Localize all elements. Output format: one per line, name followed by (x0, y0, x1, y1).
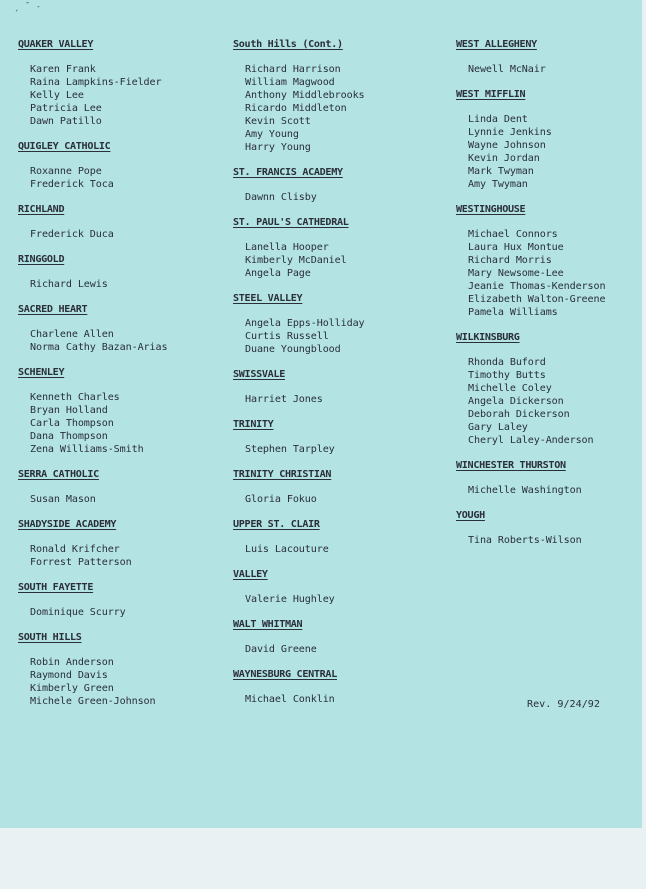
column-2 (233, 38, 448, 718)
person-name: Lynnie Jenkins (468, 127, 552, 138)
person-name: Kevin Jordan (468, 153, 540, 164)
school-section (18, 140, 228, 191)
person-name: Dawnn Clisby (245, 192, 317, 203)
person-name: Stephen Tarpley (245, 444, 335, 455)
person-name: Mary Newsome-Lee (468, 268, 564, 279)
person-name: Frederick Duca (30, 229, 114, 240)
column-1 (18, 38, 228, 720)
person-name: Bryan Holland (30, 405, 108, 416)
person-name: Gloria Fokuo (245, 494, 317, 505)
school-heading: WILKINSBURG (456, 332, 520, 343)
school-heading: WAYNESBURG CENTRAL (233, 669, 337, 680)
school-heading: SOUTH HILLS (18, 632, 82, 643)
school-section (18, 303, 228, 354)
school-heading: SHADYSIDE ACADEMY (18, 519, 117, 530)
person-name: Mark Twyman (468, 166, 534, 177)
person-name: Raina Lampkins-Fielder (30, 77, 162, 88)
person-name: Kelly Lee (30, 90, 84, 101)
school-section (233, 292, 448, 356)
person-name: Lanella Hooper (245, 242, 329, 253)
school-section (233, 518, 448, 556)
person-name: Angela Page (245, 268, 311, 279)
person-name: Amy Young (245, 129, 299, 140)
person-name: Richard Lewis (30, 279, 108, 290)
school-section (456, 88, 642, 191)
school-section (456, 38, 642, 76)
school-heading: South Hills (Cont.) (233, 39, 343, 50)
school-section (18, 203, 228, 241)
person-name: Kenneth Charles (30, 392, 120, 403)
person-name: Dana Thompson (30, 431, 108, 442)
person-name: Rhonda Buford (468, 357, 546, 368)
school-heading: RINGGOLD (18, 254, 65, 265)
school-section (18, 518, 228, 569)
person-name: Wayne Johnson (468, 140, 546, 151)
person-name: Zena Williams-Smith (30, 444, 144, 455)
school-section (456, 459, 642, 497)
person-name: Karen Frank (30, 64, 96, 75)
person-name: Anthony Middlebrooks (245, 90, 365, 101)
person-name: Michelle Coley (468, 383, 552, 394)
person-name: Angela Dickerson (468, 396, 564, 407)
person-name: Valerie Hughley (245, 594, 335, 605)
school-heading: RICHLAND (18, 204, 65, 215)
school-heading: TRINITY (233, 419, 274, 430)
person-name: Linda Dent (468, 114, 528, 125)
school-heading: QUAKER VALLEY (18, 39, 94, 50)
person-name: Charlene Allen (30, 329, 114, 340)
person-name: Dominique Scurry (30, 607, 126, 618)
school-heading: YOUGH (456, 510, 485, 521)
person-name: Ricardo Middleton (245, 103, 347, 114)
person-name: Michael Connors (468, 229, 558, 240)
person-name: Harry Young (245, 142, 311, 153)
school-section (456, 331, 642, 447)
school-section (233, 368, 448, 406)
school-heading: SACRED HEART (18, 304, 88, 315)
person-name: Carla Thompson (30, 418, 114, 429)
school-heading: SWISSVALE (233, 369, 285, 380)
scan-mark-icon: ˏ ˉ ˗ (14, 2, 42, 12)
person-name: Raymond Davis (30, 670, 108, 681)
person-name: Luis Lacouture (245, 544, 329, 555)
column-3 (456, 38, 642, 559)
person-name: William Magwood (245, 77, 335, 88)
person-name: Jeanie Thomas-Kenderson (468, 281, 606, 292)
school-heading: WESTINGHOUSE (456, 204, 526, 215)
person-name: Duane Youngblood (245, 344, 341, 355)
school-heading: ST. PAUL'S CATHEDRAL (233, 217, 349, 228)
school-section (18, 38, 228, 128)
person-name: Michael Conklin (245, 694, 335, 705)
person-name: Frederick Toca (30, 179, 114, 190)
school-section (18, 631, 228, 708)
revision-date: Rev. 9/24/92 (527, 699, 600, 710)
school-heading: VALLEY (233, 569, 268, 580)
person-name: Patricia Lee (30, 103, 102, 114)
school-heading: SERRA CATHOLIC (18, 469, 99, 480)
person-name: Kevin Scott (245, 116, 311, 127)
person-name: Roxanne Pope (30, 166, 102, 177)
person-name: Laura Hux Montue (468, 242, 564, 253)
person-name: Susan Mason (30, 494, 96, 505)
school-section (233, 38, 448, 154)
person-name: David Greene (245, 644, 317, 655)
school-heading: SCHENLEY (18, 367, 65, 378)
person-name: Richard Morris (468, 255, 552, 266)
school-section (18, 253, 228, 291)
school-section (456, 509, 642, 547)
person-name: Richard Harrison (245, 64, 341, 75)
person-name: Norma Cathy Bazan-Arias (30, 342, 168, 353)
person-name: Michele Green-Johnson (30, 696, 156, 707)
school-heading: WEST MIFFLIN (456, 89, 526, 100)
school-heading: TRINITY CHRISTIAN (233, 469, 332, 480)
person-name: Angela Epps-Holliday (245, 318, 365, 329)
person-name: Deborah Dickerson (468, 409, 570, 420)
school-section (233, 166, 448, 204)
school-heading: WINCHESTER THURSTON (456, 460, 566, 471)
school-section (233, 418, 448, 456)
person-name: Harriet Jones (245, 394, 323, 405)
school-section (18, 581, 228, 619)
person-name: Curtis Russell (245, 331, 329, 342)
person-name: Dawn Patillo (30, 116, 102, 127)
person-name: Gary Laley (468, 422, 528, 433)
person-name: Timothy Butts (468, 370, 546, 381)
person-name: Kimberly Green (30, 683, 114, 694)
person-name: Newell McNair (468, 64, 546, 75)
school-section (233, 568, 448, 606)
school-heading: WEST ALLEGHENY (456, 39, 537, 50)
school-section (18, 366, 228, 456)
school-heading: SOUTH FAYETTE (18, 582, 94, 593)
person-name: Cheryl Laley-Anderson (468, 435, 594, 446)
person-name: Pamela Williams (468, 307, 558, 318)
school-section (233, 618, 448, 656)
school-section (233, 468, 448, 506)
school-heading: STEEL VALLEY (233, 293, 303, 304)
school-heading: QUIGLEY CATHOLIC (18, 141, 111, 152)
person-name: Kimberly McDaniel (245, 255, 347, 266)
person-name: Michelle Washington (468, 485, 582, 496)
school-heading: UPPER ST. CLAIR (233, 519, 320, 530)
school-section (233, 216, 448, 280)
school-heading: WALT WHITMAN (233, 619, 303, 630)
person-name: Robin Anderson (30, 657, 114, 668)
person-name: Elizabeth Walton-Greene (468, 294, 606, 305)
school-section (456, 203, 642, 319)
school-heading: ST. FRANCIS ACADEMY (233, 167, 343, 178)
school-section (18, 468, 228, 506)
person-name: Amy Twyman (468, 179, 528, 190)
person-name: Forrest Patterson (30, 557, 132, 568)
person-name: Tina Roberts-Wilson (468, 535, 582, 546)
school-section (233, 668, 448, 706)
person-name: Ronald Krifcher (30, 544, 120, 555)
